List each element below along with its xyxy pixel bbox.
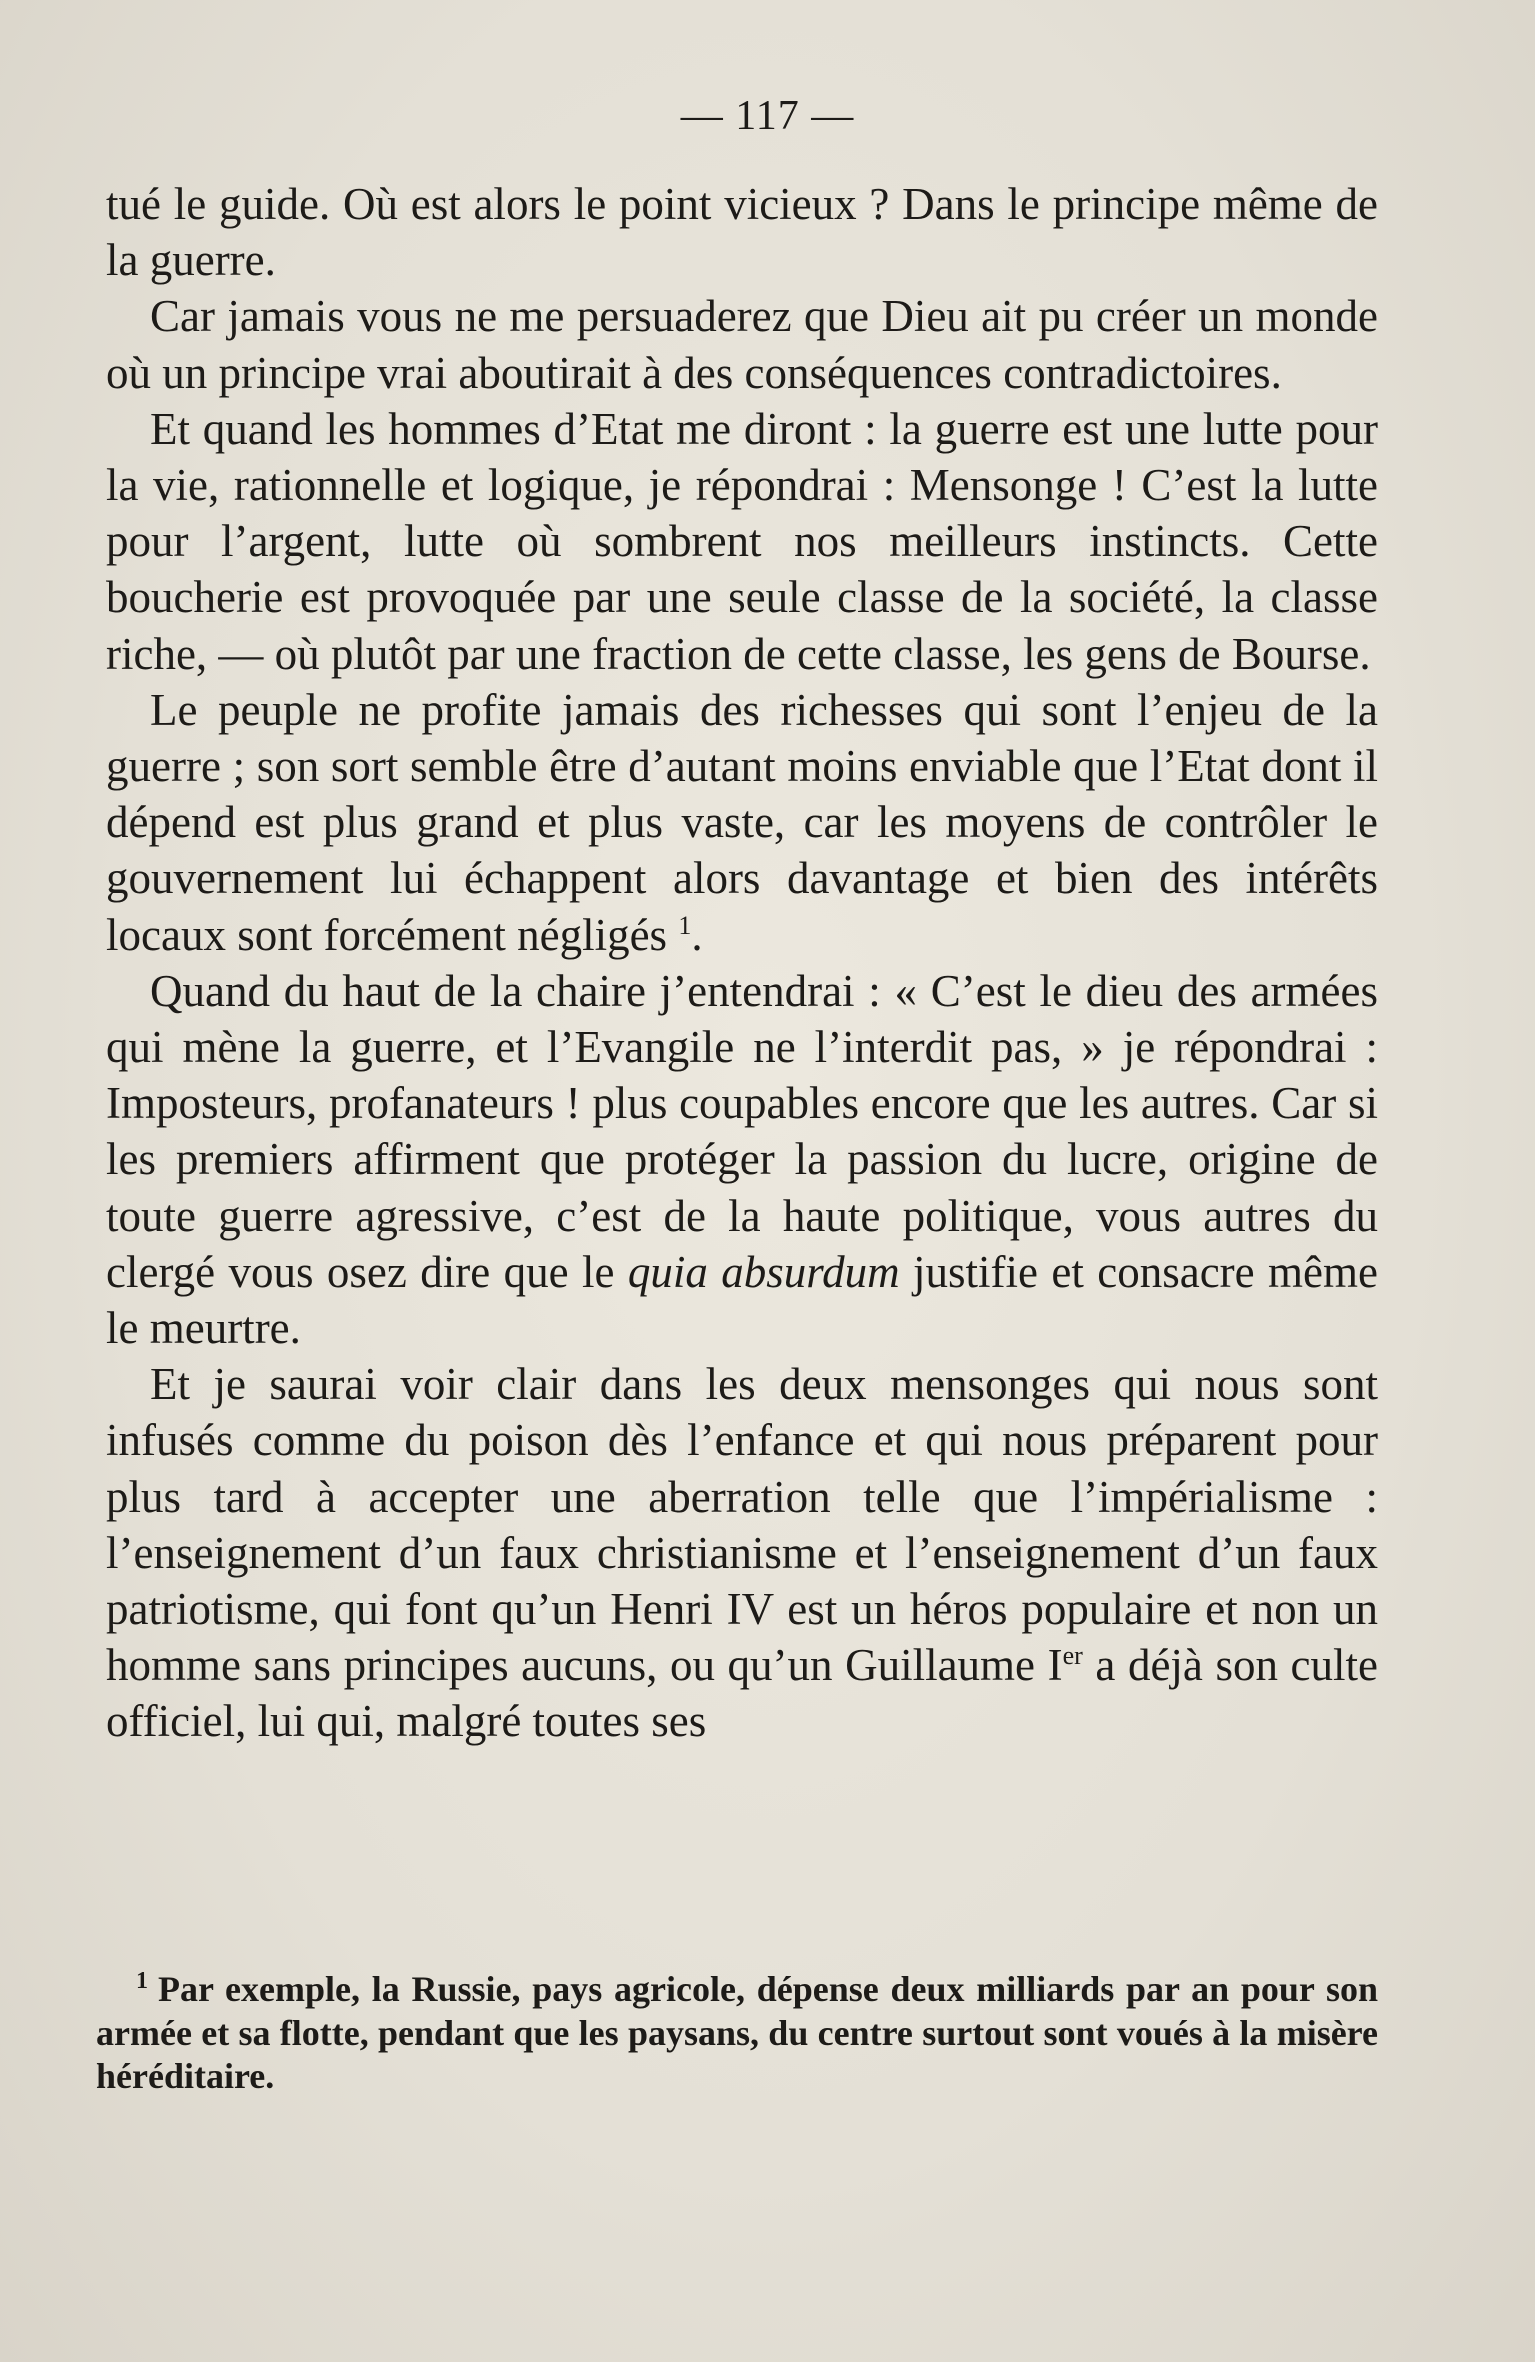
footnote-mark: 1	[136, 1968, 148, 1994]
ordinal-superscript: er	[1062, 1641, 1083, 1671]
footnote-reference: 1	[678, 910, 692, 940]
paragraph-6-text: Et je saurai voir clair dans les deux mensonges qui nous sont infusés comme du poison dès l’enfance et qui nous préparent pour plus tard à accepter une aberration telle que l’impérialisme : l’enseignement d’un faux christianisme et l’enseignement d’un faux patriotisme, qui font qu’un Henri IV est un héros populaire et non un homme sans principes aucuns, ou qu’un Guillaume I	[106, 1359, 1378, 1691]
paragraph-6	[106, 1356, 1378, 1749]
paragraph-4-end: .	[691, 909, 703, 960]
paragraph-2-text: Car jamais vous ne me persuaderez que Dieu ait pu créer un monde où un principe vrai aboutirait à des conséquences contradictoires.	[106, 291, 1378, 398]
page-number: — 117 —	[680, 93, 855, 139]
latin-phrase: quia absurdum	[627, 1246, 900, 1297]
paragraph-1-text: tué le guide. Où est alors le point vicieux ? Dans le principe même de la guerre.	[106, 179, 1378, 286]
paragraph-3-text: Et quand les hommes d’Etat me diront : la guerre est une lutte pour la vie, rationnelle et logique, je répondrai : Mensonge ! C’est la lutte pour l’argent, lutte où sombrent nos meilleurs instincts. Cette boucherie est provoquée par une seule classe de la société, la classe riche, — où plutôt par une fraction de cette classe, les gens de Bourse.	[106, 403, 1378, 679]
paragraph-4	[106, 682, 1378, 963]
paragraph-5-end: justifie et consacre même le meurtre.	[106, 1246, 1378, 1354]
paragraph-5	[106, 963, 1378, 1356]
paragraph-5-text: Quand du haut de la chaire j’entendrai : « C’est le dieu des armées qui mène la guerre, et l’Evangile ne l’interdit pas, » je répondrai : Imposteurs, profanateurs ! plus coupables encore que les autres. Car si les premiers affirment que protéger la passion du lucre, origine de toute guerre agressive, c’est de la haute politique, vous autres du clergé vous osez dire que le	[106, 965, 1378, 1297]
footnote-1	[96, 1968, 1378, 2099]
paragraph-4-text: Le peuple ne profite jamais des richesses qui sont l’enjeu de la guerre ; son sort semble être d’autant moins enviable que l’Etat dont il dépend est plus grand et plus vaste, car les moyens de contrôler le gouvernement lui échappent alors davantage et bien des intérêts locaux sont forcément négligés	[106, 684, 1378, 960]
paragraph-1	[106, 176, 1378, 288]
footnote-text: Par exemple, la Russie, pays agricole, dépense deux milliards par an pour son armée et sa flotte, pendant que les paysans, du centre surtout sont voués à la misère héréditaire.	[96, 1969, 1378, 2096]
paragraph-2	[106, 288, 1378, 400]
paragraph-3	[106, 401, 1378, 682]
main-text	[106, 176, 1378, 1750]
footnote-area	[96, 1968, 1378, 2099]
paragraph-6-end: a déjà son culte officiel, lui qui, malgré toutes ses	[106, 1640, 1379, 1747]
